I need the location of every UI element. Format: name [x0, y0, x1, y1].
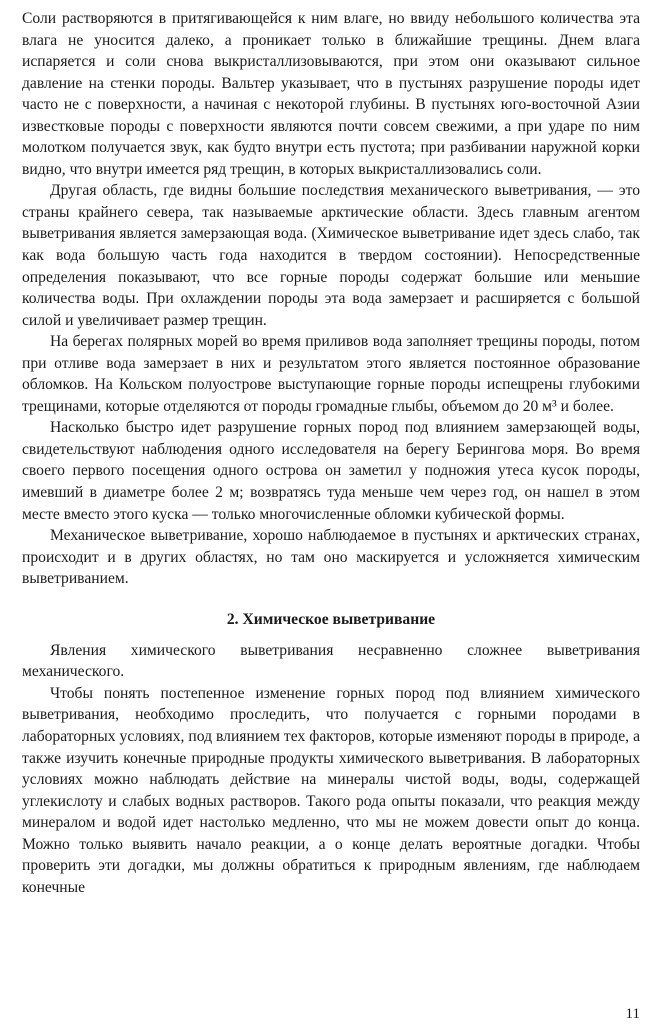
document-page [22, 8, 640, 1028]
page-number: 11 [625, 1006, 640, 1022]
section-spacer [22, 631, 640, 640]
section-spacer [22, 590, 640, 609]
paragraph-polar-seas: На берегах полярных морей во время приливов вода заполняет трещины породы, потом при отливе вода замерзает в них и результатом этого является постоянное образование обломков. На Кольском полуострове выступающие горные породы испещрены глубокими трещинами, которые отделяются от породы громадные глыбы, объемом до 20 м³ и более. [22, 333, 640, 415]
paragraph-chemical-intro: Явления химического выветривания несравненно сложнее выветривания механического. [22, 641, 640, 681]
paragraph-chemical-laboratory: Чтобы понять постепенное изменение горных пород под влиянием химического выветривания, необходимо проследить, что получается с горными породами в лабораторных условиях, под влиянием тех факторов, которые изменяют породы в природе, а также изучить конечные природные продукты химического выветривания. В лабораторных условиях можно наблюдать действие на минералы чистой воды, воды, содержащей углекислоту и слабых водных растворов. Такого рода опыты показали, что реакция между минералом и водой идет настолько медленно, что мы не можем довести опыт до конца. Можно только выявить начало реакции, а о конце делать вероятные догадки. Чтобы проверить эти догадки, мы должны обратиться к природным явлениям, где наблюдаем конечные [22, 684, 640, 896]
section-heading: 2. Химическое выветривание [226, 610, 436, 628]
paragraph-salts-desert: Соли растворяются в притягивающейся к ним влаге, но ввиду небольшого количества эта влага не уносится далеко, а проникает только в ближайшие трещины. Днем влага испаряется и соли снова выкристаллизовываются, при этом они оказывают сильное давление на стенки породы. Вальтер указывает, что в пустынях разрушение породы идет часто не с поверхности, а начиная с некоторой глубины. В пустынях юго-восточной Азии известковые породы с поверхности являются почти совсем свежими, а при ударе по ним молотком получается звук, как будто внутри есть пустота; при разбивании наружной корки видно, что внутри имеется ряд трещин, в которых выкристаллизовались соли. [22, 10, 640, 178]
paragraph-mechanical-summary: Механическое выветривание, хорошо наблюдаемое в пустынях и арктических странах, происходит и в других областях, но там оно маскируется и усложняется химическим выветриванием. [22, 527, 640, 588]
paragraph-arctic-regions: Другая область, где видны большие последствия механического выветривания, — это страны крайнего севера, так называемые арктические области. Здесь главным агентом выветривания является замерзающая вода. (Химическое выветривание идет здесь слабо, так как вода большую часть года находится в твердом состоянии). Непосредственные определения показывают, что все горные породы содержат большие или меньшие количества воды. При охлаждении породы эта вода замерзает и расширяется с большой силой и увеличивает размер трещин. [22, 182, 640, 329]
paragraph-bering-sea: Насколько быстро идет разрушение горных пород под влиянием замерзающей воды, свидетельствуют наблюдения одного исследователя на берегу Берингова моря. Во время своего первого посещения одного острова он заметил у подножия утеса кусок породы, имевший в диаметре более 2 м; возвратясь туда меньше чем через год, он нашел в этом месте вместо этого куска — только многочисленные обломки кубической формы. [22, 419, 640, 523]
